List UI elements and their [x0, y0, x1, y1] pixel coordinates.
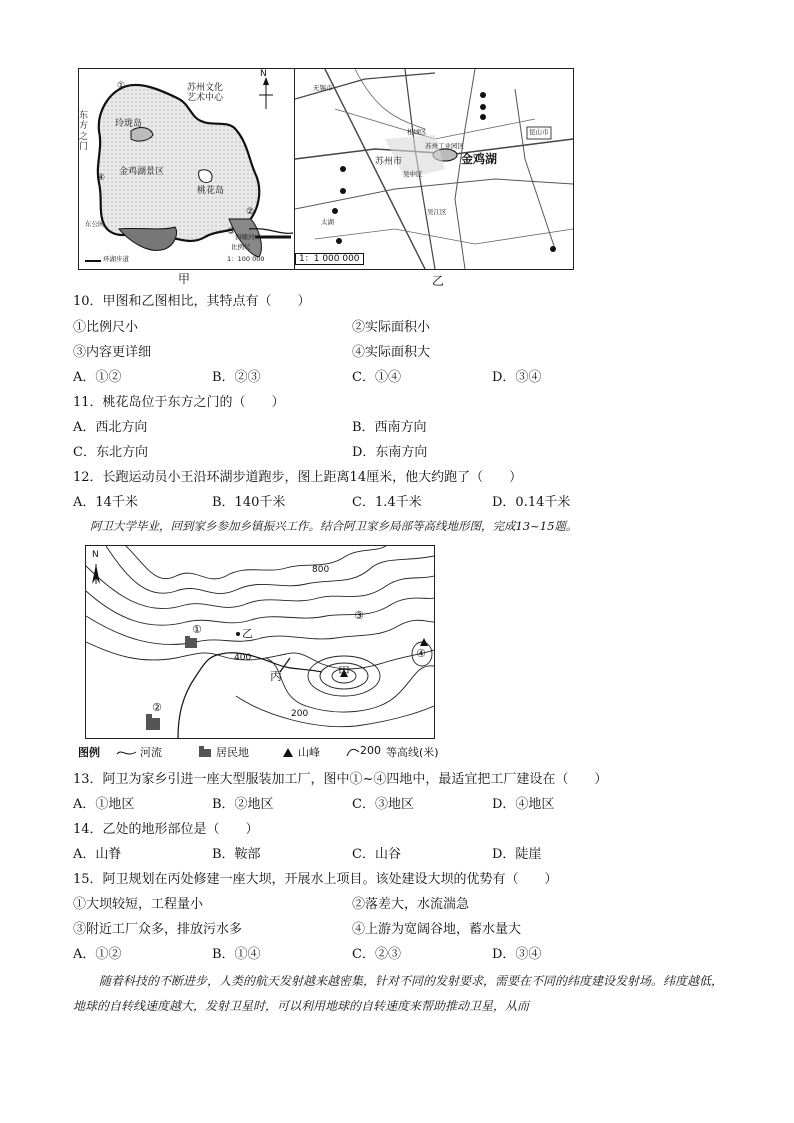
q11-option-c[interactable]: C．东北方向 — [73, 445, 148, 460]
q15-s4: ④上游为宽阔谷地，蓄水量大 — [352, 922, 522, 937]
linglong-label: 玲珑岛 — [115, 119, 143, 129]
q15-s1: ①大坝较短，工程量小 — [73, 897, 204, 912]
q14-option-a[interactable]: A．山脊 — [73, 847, 122, 862]
lake-park-label: 东公园 — [85, 220, 105, 228]
q15-s2: ②落差大，水流湍急 — [352, 897, 470, 912]
q14-stem: 14．乙处的地形部位是（ ） — [73, 822, 259, 837]
legend-title: 图例 — [78, 746, 100, 759]
legend-river: 河流 — [140, 746, 162, 759]
q11-stem: 11．桃花岛位于东方之门的（ ） — [73, 395, 285, 410]
marker-1-contour: ① — [192, 623, 202, 636]
contour-legend — [78, 744, 478, 762]
q10-option-b[interactable]: B．②③ — [212, 370, 261, 385]
caption-yi: 乙 — [432, 274, 445, 288]
q10-option-c[interactable]: C．①④ — [352, 370, 401, 385]
settlement-legend-icon — [198, 746, 212, 758]
scale-word-label: 比例尺 — [231, 243, 251, 251]
marker-3-contour: ③ — [354, 609, 364, 622]
legend-settlement: 居民地 — [216, 746, 249, 759]
point-yi-label: 乙 — [242, 627, 253, 640]
q13-option-b[interactable]: B．②地区 — [212, 797, 274, 812]
contour-label-200: 200 — [291, 709, 309, 719]
q13-stem: 13．阿卫为家乡引进一座大型服装加工厂，图中①~④四地中，最适宜把工厂建设在（ ） — [73, 772, 608, 787]
q13-option-d[interactable]: D．④地区 — [492, 797, 555, 812]
wuzhong-label: 吴中区 — [403, 170, 423, 178]
wuxi-label: 无锡市 — [313, 84, 333, 92]
north-label-contour: N — [92, 550, 99, 560]
legend-path-label: 环湖步道 — [103, 255, 129, 263]
industrial-label: 苏州工业园区 — [425, 142, 464, 150]
q10-option-d[interactable]: D．③④ — [492, 370, 542, 385]
scale-jia: 1：100 000 — [227, 255, 265, 263]
q15-stem: 15．阿卫规划在丙处修建一座大坝，开展水上项目。该处建设大坝的优势有（ ） — [73, 872, 558, 887]
point-jia-label: 甲 — [338, 665, 351, 679]
map-jia — [78, 68, 295, 270]
wujiang-label: 吴江区 — [427, 208, 447, 216]
legend-contour: 等高线(米) — [386, 746, 439, 759]
suzhou-label: 苏州市 — [375, 157, 403, 167]
river-label: 斜塘河 — [235, 233, 255, 241]
q10-s1: ①比例尺小 — [73, 320, 139, 335]
intro-paragraph-2: 随着科技的不断进步，人类的航天发射越来越密集，针对不同的发射要求，需要在不同的纬度建设发射场。纬度越低，地球的自转线速度越大，发射卫星时，可以利用地球的自转速度来帮助推动卫星，从而 — [73, 974, 724, 1013]
lake-jinji — [98, 85, 259, 241]
marker-4-jia: ④ — [97, 173, 106, 183]
q14-option-b[interactable]: B．鞍部 — [212, 847, 261, 862]
contour-label-800: 800 — [312, 565, 330, 575]
marker-2-jia: ② — [246, 207, 255, 217]
q12-option-b[interactable]: B．140千米 — [212, 495, 286, 510]
q10-s2: ②实际面积小 — [352, 320, 431, 335]
q15-s3: ③附近工厂众多，排放污水多 — [73, 922, 243, 937]
q10-s3: ③内容更详细 — [73, 345, 152, 360]
q12-option-a[interactable]: A．14千米 — [73, 495, 138, 510]
xiangcheng-label: 相城区 — [407, 128, 427, 136]
q10-stem: 10．甲图和乙图相比，其特点有（ ） — [73, 294, 311, 309]
intro-paragraph-1: 阿卫大学毕业，回到家乡参加乡镇振兴工作。结合阿卫家乡局部等高线地形图，完成13~15题。 — [90, 519, 578, 533]
river-legend-icon — [116, 748, 138, 758]
point-bing-label: 丙 — [270, 669, 283, 683]
marker-2-contour: ② — [152, 701, 162, 714]
scale-yi: 1：1 000 000 — [295, 253, 364, 265]
east-gate-label: 东方之门 — [79, 111, 89, 153]
jinji-scenic-label: 金鸡湖景区 — [119, 167, 165, 177]
q10-s4: ④实际面积大 — [352, 345, 431, 360]
caption-jia: 甲 — [178, 272, 191, 286]
taohua-island — [199, 170, 212, 183]
q11-option-b[interactable]: B．西南方向 — [352, 420, 427, 435]
q12-option-c[interactable]: C．1.4千米 — [352, 495, 422, 510]
q13-option-c[interactable]: C．③地区 — [352, 797, 414, 812]
north-label-jia: N — [260, 69, 267, 79]
contour-label-400: 400 — [234, 653, 252, 663]
map-yi — [294, 68, 574, 270]
q15-option-a[interactable]: A．①② — [73, 947, 122, 962]
q12-option-d[interactable]: D．0.14千米 — [492, 495, 571, 510]
q11-option-a[interactable]: A．西北方向 — [73, 420, 148, 435]
marker-4-contour: ④ — [416, 647, 426, 660]
q12-stem: 12．长跑运动员小王沿环湖步道跑步，图上距离14厘米，他大约跑了（ ） — [73, 470, 523, 485]
jinjihu-label: 金鸡湖 — [461, 152, 498, 166]
legend-peak: 山峰 — [298, 746, 320, 759]
art-center-label: 苏州文化 艺术中心 — [187, 83, 224, 104]
q15-option-b[interactable]: B．①④ — [212, 947, 261, 962]
marker-1-jia: ① — [117, 81, 126, 91]
marker-3-jia: ③ — [227, 227, 236, 237]
q15-option-d[interactable]: D．③④ — [492, 947, 542, 962]
kunshan-label: 昆山市 — [529, 128, 549, 136]
q15-option-c[interactable]: C．②③ — [352, 947, 401, 962]
q14-option-d[interactable]: D．陡崖 — [492, 847, 542, 862]
taihu-label: 太湖 — [321, 218, 334, 226]
peak-legend-icon — [282, 747, 294, 759]
taohua-label: 桃花岛 — [197, 186, 225, 196]
contour-map-drawing — [86, 546, 434, 738]
q14-option-c[interactable]: C．山谷 — [352, 847, 401, 862]
lake-south-lobe — [119, 227, 177, 250]
contour-legend-icon — [346, 748, 360, 758]
contour-map — [85, 545, 435, 739]
map-yi-drawing — [295, 69, 573, 269]
legend-contour-value: 200 — [360, 744, 381, 757]
q11-option-d[interactable]: D．东南方向 — [352, 445, 428, 460]
q10-option-a[interactable]: A．①② — [73, 370, 122, 385]
q13-option-a[interactable]: A．①地区 — [73, 797, 135, 812]
